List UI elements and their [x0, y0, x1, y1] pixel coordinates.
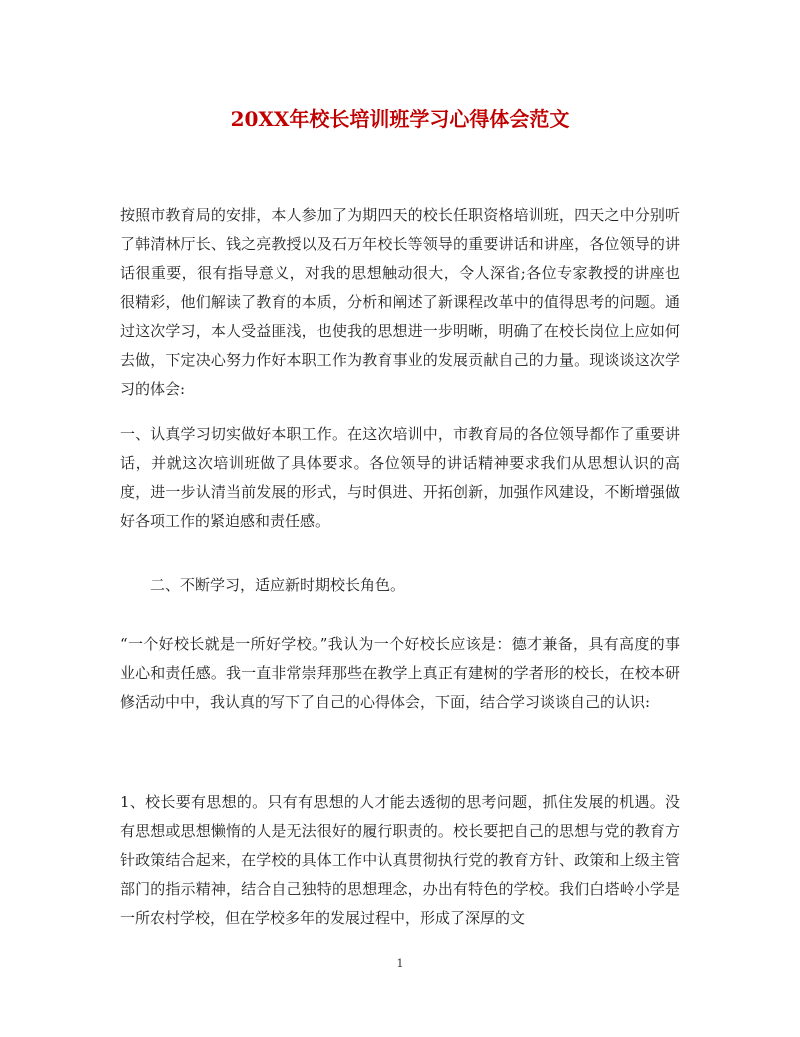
document-title: 20XX年校长培训班学习心得体会范文	[230, 107, 570, 131]
paragraph-intro: 按照市教育局的安排，本人参加了为期四天的校长任职资格培训班，四天之中分别听了韩清林厅长、钱之亮教授以及石万年校长等领导的重要讲话和讲座，各位领导的讲话很重要，很有指导意义，对我的思想触动很大，令人深省;各位专家教授的讲座也很精彩，他们解读了教育的本质，分析和阐述了新课程改革中的值得思考的问题。通过这次学习，本人受益匪浅，也使我的思想进一步明晰，明确了在校长岗位上应如何去做，下定决心努力作好本职工作为教育事业的发展贡献自己的力量。现谈谈这次学习的体会:	[120, 206, 680, 398]
paragraph-point-one: 1、校长要有思想的。只有有思想的人才能去透彻的思考问题，抓住发展的机遇。没有思想或思想懒惰的人是无法很好的履行职责的。校长要把自己的思想与党的教育方针政策结合起来，在学校的具体工作中认真贯彻执行党的教育方针、政策和上级主管部门的指示精神，结合自己独特的思想理念，办出有特色的学校。我们白塔岭小学是一所农村学校，但在学校多年的发展过程中，形成了深厚的文	[120, 793, 680, 927]
paragraph-section-two-heading: 二、不断学习，适应新时期校长角色。	[150, 576, 406, 594]
page-number: 1	[396, 957, 404, 970]
paragraph-section-one: 一、认真学习切实做好本职工作。在这次培训中，市教育局的各位领导都作了重要讲话，并就这次培训班做了具体要求。各位领导的讲话精神要求我们从思想认识的高度，进一步认清当前发展的形式，与时俱进、开拓创新，加强作风建设，不断增强做好各项工作的紧迫感和责任感。	[120, 425, 680, 530]
paragraph-good-principal: “一个好校长就是一所好学校。”我认为一个好校长应该是：德才兼备，具有高度的事业心和责任感。我一直非常崇拜那些在教学上真正有建树的学者形的校长，在校本研修活动中中，我认真的写下了自己的心得体会，下面，结合学习谈谈自己的认识:	[120, 635, 680, 711]
